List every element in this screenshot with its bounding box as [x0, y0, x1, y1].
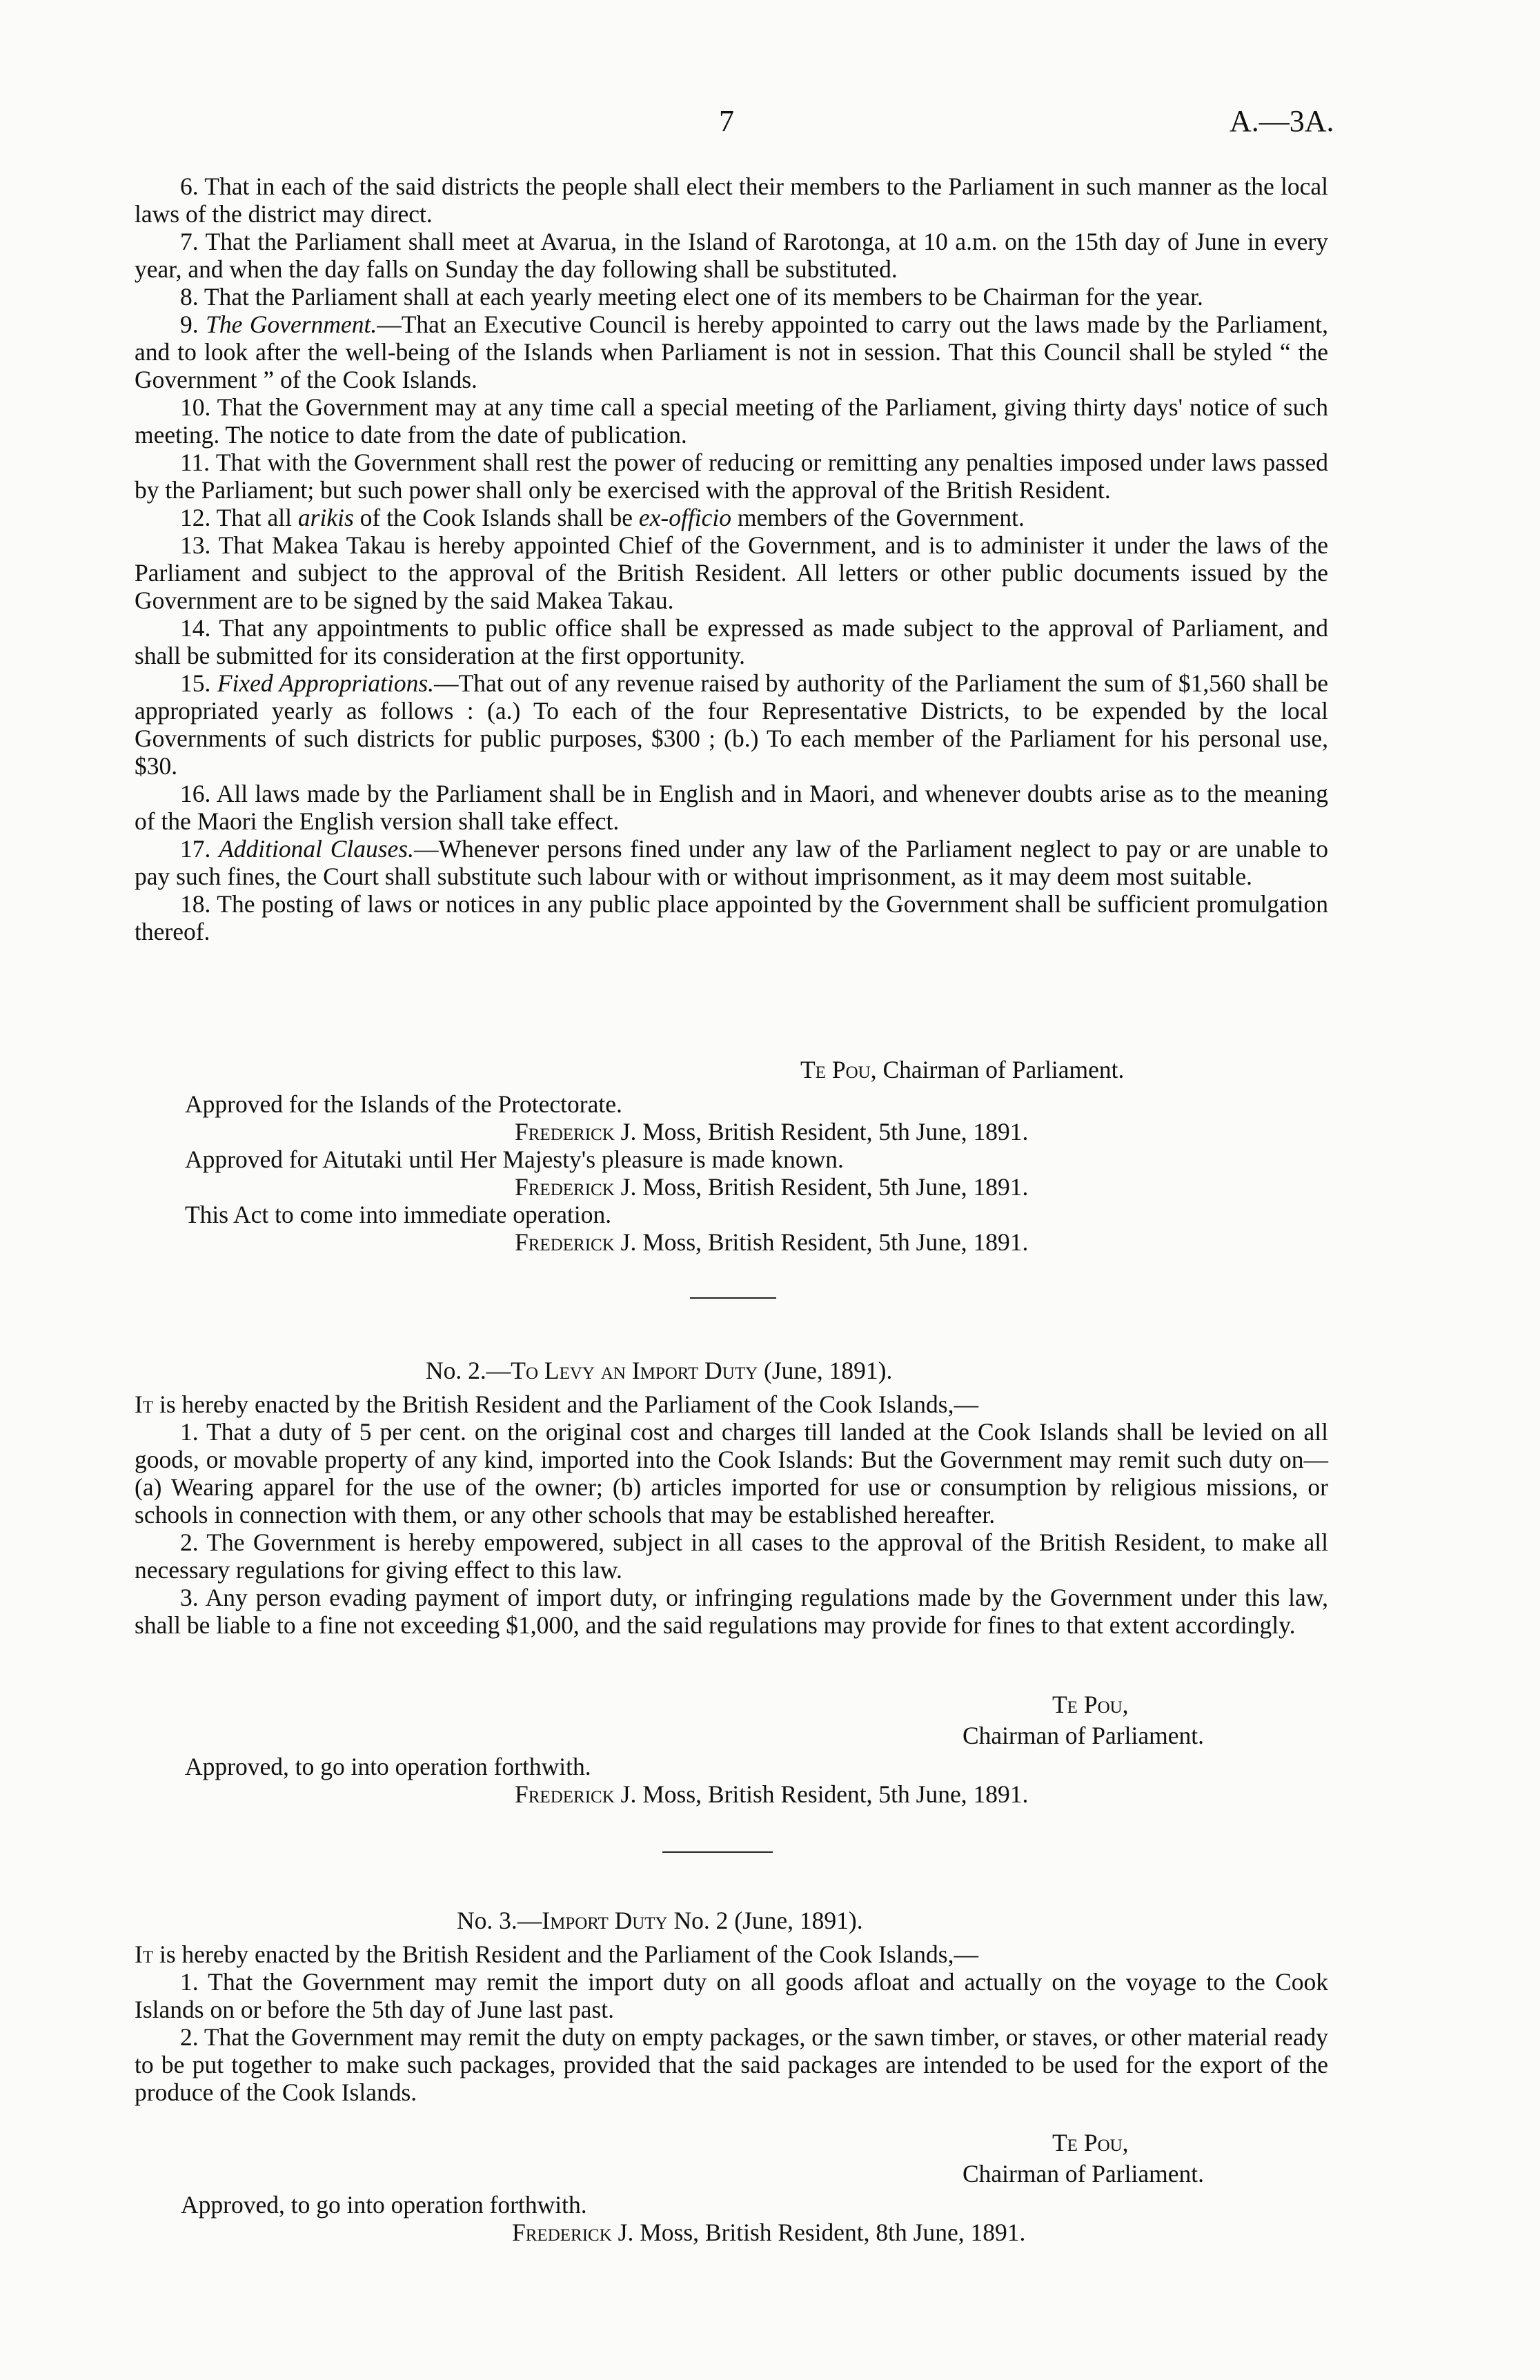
act2-resident-signature: Frederick J. Moss, British Resident, 5th June, 1891.	[515, 1780, 1029, 1808]
clause-6: 6. That in each of the said districts the people shall elect their members to the Parliament in such manner as the local laws of the district may direct.	[135, 173, 1328, 228]
clause-13: 13. That Makea Takau is hereby appointed Chief of the Government, and is to administer it under the laws of the Parliament and subject to the approval of the British Resident. All letters or other public documents issued by the Government are to be signed by the said Makea Takau.	[135, 531, 1328, 614]
act3-chairman-title: Chairman of Parliament.	[962, 2160, 1204, 2187]
document-code: A.—3A.	[1230, 104, 1334, 138]
act2-clause-2: 2. The Government is hereby empowered, subject in all cases to the approval of the British Resident, to make all necessary regulations for giving effect to this law.	[135, 1528, 1328, 1584]
clause-9-heading: The Government.	[206, 311, 377, 338]
clause-11: 11. That with the Government shall rest the power of reducing or remitting any penalties imposed under laws passed by the Parliament; but such power shall only be exercised with the approval of the British Resident.	[135, 449, 1328, 504]
act1-resident-signature-2: Frederick J. Moss, British Resident, 5th June, 1891.	[515, 1173, 1029, 1201]
page-number: 7	[719, 104, 734, 138]
act1-body	[135, 173, 1328, 945]
act2-enacting-clause: It is hereby enacted by the British Resident and the Parliament of the Cook Islands,—	[135, 1390, 978, 1418]
act2-chairman-name: Te Pou,	[1052, 1691, 1129, 1718]
act1-resident-signature-3: Frederick J. Moss, British Resident, 5th June, 1891.	[515, 1228, 1029, 1256]
clause-17: 17. Additional Clauses.—Whenever persons fined under any law of the Parliament neglect to pay or are unable to pay such fines, the Court shall substitute such labour with or without imprisonment, as it may deem most suitable.	[135, 835, 1328, 890]
clause-9: 9. The Government.—That an Executive Council is hereby appointed to carry out the laws made by the Parliament, and to look after the well-being of the Islands when Parliament is not in session. That this Council shall be styled “ the Government ” of the Cook Islands.	[135, 311, 1328, 393]
clause-18: 18. The posting of laws or notices in any public place appointed by the Government shall be sufficient promulgation thereof.	[135, 890, 1328, 945]
clause-17-heading: Additional Clauses.	[219, 835, 414, 863]
act1-approval-2: Approved for Aitutaki until Her Majesty's pleasure is made known.	[185, 1145, 844, 1173]
act3-clause-1: 1. That the Government may remit the import duty on all goods afloat and actually on the voyage to the Cook Islands on or before the 5th day of June last past.	[135, 1968, 1328, 2023]
act2-body	[135, 1390, 1328, 1639]
act3-resident-signature: Frederick J. Moss, British Resident, 8th June, 1891.	[512, 2219, 1026, 2246]
act3-approval: Approved, to go into operation forthwith.	[181, 2191, 587, 2219]
clause-12: 12. That all arikis of the Cook Islands shall be ex-officio members of the Government.	[180, 504, 1025, 531]
act1-chairman-signature: Te Pou, Chairman of Parliament.	[800, 1056, 1125, 1083]
clause-15-heading: Fixed Appropriations.	[217, 669, 435, 697]
act2-clause-3: 3. Any person evading payment of import duty, or infringing regulations made by the Government under this law, shall be liable to a fine not exceeding $1,000, and the said regulations may provide for fines to that extent accordingly.	[135, 1584, 1328, 1639]
clause-16: 16. All laws made by the Parliament shall be in English and in Maori, and whenever doubts arise as to the meaning of the Maori the English version shall take effect.	[135, 780, 1328, 835]
clause-7: 7. That the Parliament shall meet at Avarua, in the Island of Rarotonga, at 10 a.m. on the 15th day of June in every year, and when the day falls on Sunday the day following shall be substituted.	[135, 228, 1328, 283]
act3-title: No. 3.—Import Duty No. 2 (June, 1891).	[457, 1907, 863, 1934]
act3-body	[135, 1940, 1328, 2106]
act3-chairman-name: Te Pou,	[1052, 2129, 1129, 2156]
act1-approval-1: Approved for the Islands of the Protectorate.	[185, 1090, 622, 1118]
section-divider	[690, 1297, 776, 1299]
act2-clause-1: 1. That a duty of 5 per cent. on the original cost and charges till landed at the Cook Islands shall be levied on all goods, or movable property of any kind, imported into the Cook Islands: But the Government may remit such duty on—(a) Wearing apparel for the use of the owner; (b) articles imported for use or consumption by religious missions, or schools in connection with them, or any other schools that may be established hereafter.	[135, 1418, 1328, 1528]
section-divider	[662, 1851, 773, 1853]
clause-15: 15. Fixed Appropriations.—That out of any revenue raised by authority of the Parliament the sum of $1,560 shall be appropriated yearly as follows : (a.) To each of the four Representative Districts, to be expended by the local Governments of such districts for public purposes, $300 ; (b.) To each member of the Parliament for his personal use, $30.	[135, 669, 1329, 780]
act1-approval-3: This Act to come into immediate operation.	[185, 1201, 612, 1228]
act3-clause-2: 2. That the Government may remit the duty on empty packages, or the sawn timber, or staves, or other material ready to be put together to make such packages, provided that the said packages are intended to be used for the export of the produce of the Cook Islands.	[135, 2023, 1328, 2106]
act3-enacting-clause: It is hereby enacted by the British Resident and the Parliament of the Cook Islands,—	[135, 1940, 978, 1968]
act2-chairman-title: Chairman of Parliament.	[962, 1722, 1204, 1749]
clause-14: 14. That any appointments to public office shall be expressed as made subject to the approval of Parliament, and shall be submitted for its consideration at the first opportunity.	[135, 614, 1328, 669]
clause-8: 8. That the Parliament shall at each yearly meeting elect one of its members to be Chairman for the year.	[180, 283, 1203, 311]
act1-resident-signature-1: Frederick J. Moss, British Resident, 5th June, 1891.	[515, 1118, 1029, 1145]
act2-approval: Approved, to go into operation forthwith.	[185, 1753, 591, 1780]
act2-title: No. 2.—To Levy an Import Duty (June, 1891).	[426, 1357, 893, 1384]
clause-10: 10. That the Government may at any time call a special meeting of the Parliament, giving thirty days' notice of such meeting. The notice to date from the date of publication.	[135, 393, 1328, 449]
